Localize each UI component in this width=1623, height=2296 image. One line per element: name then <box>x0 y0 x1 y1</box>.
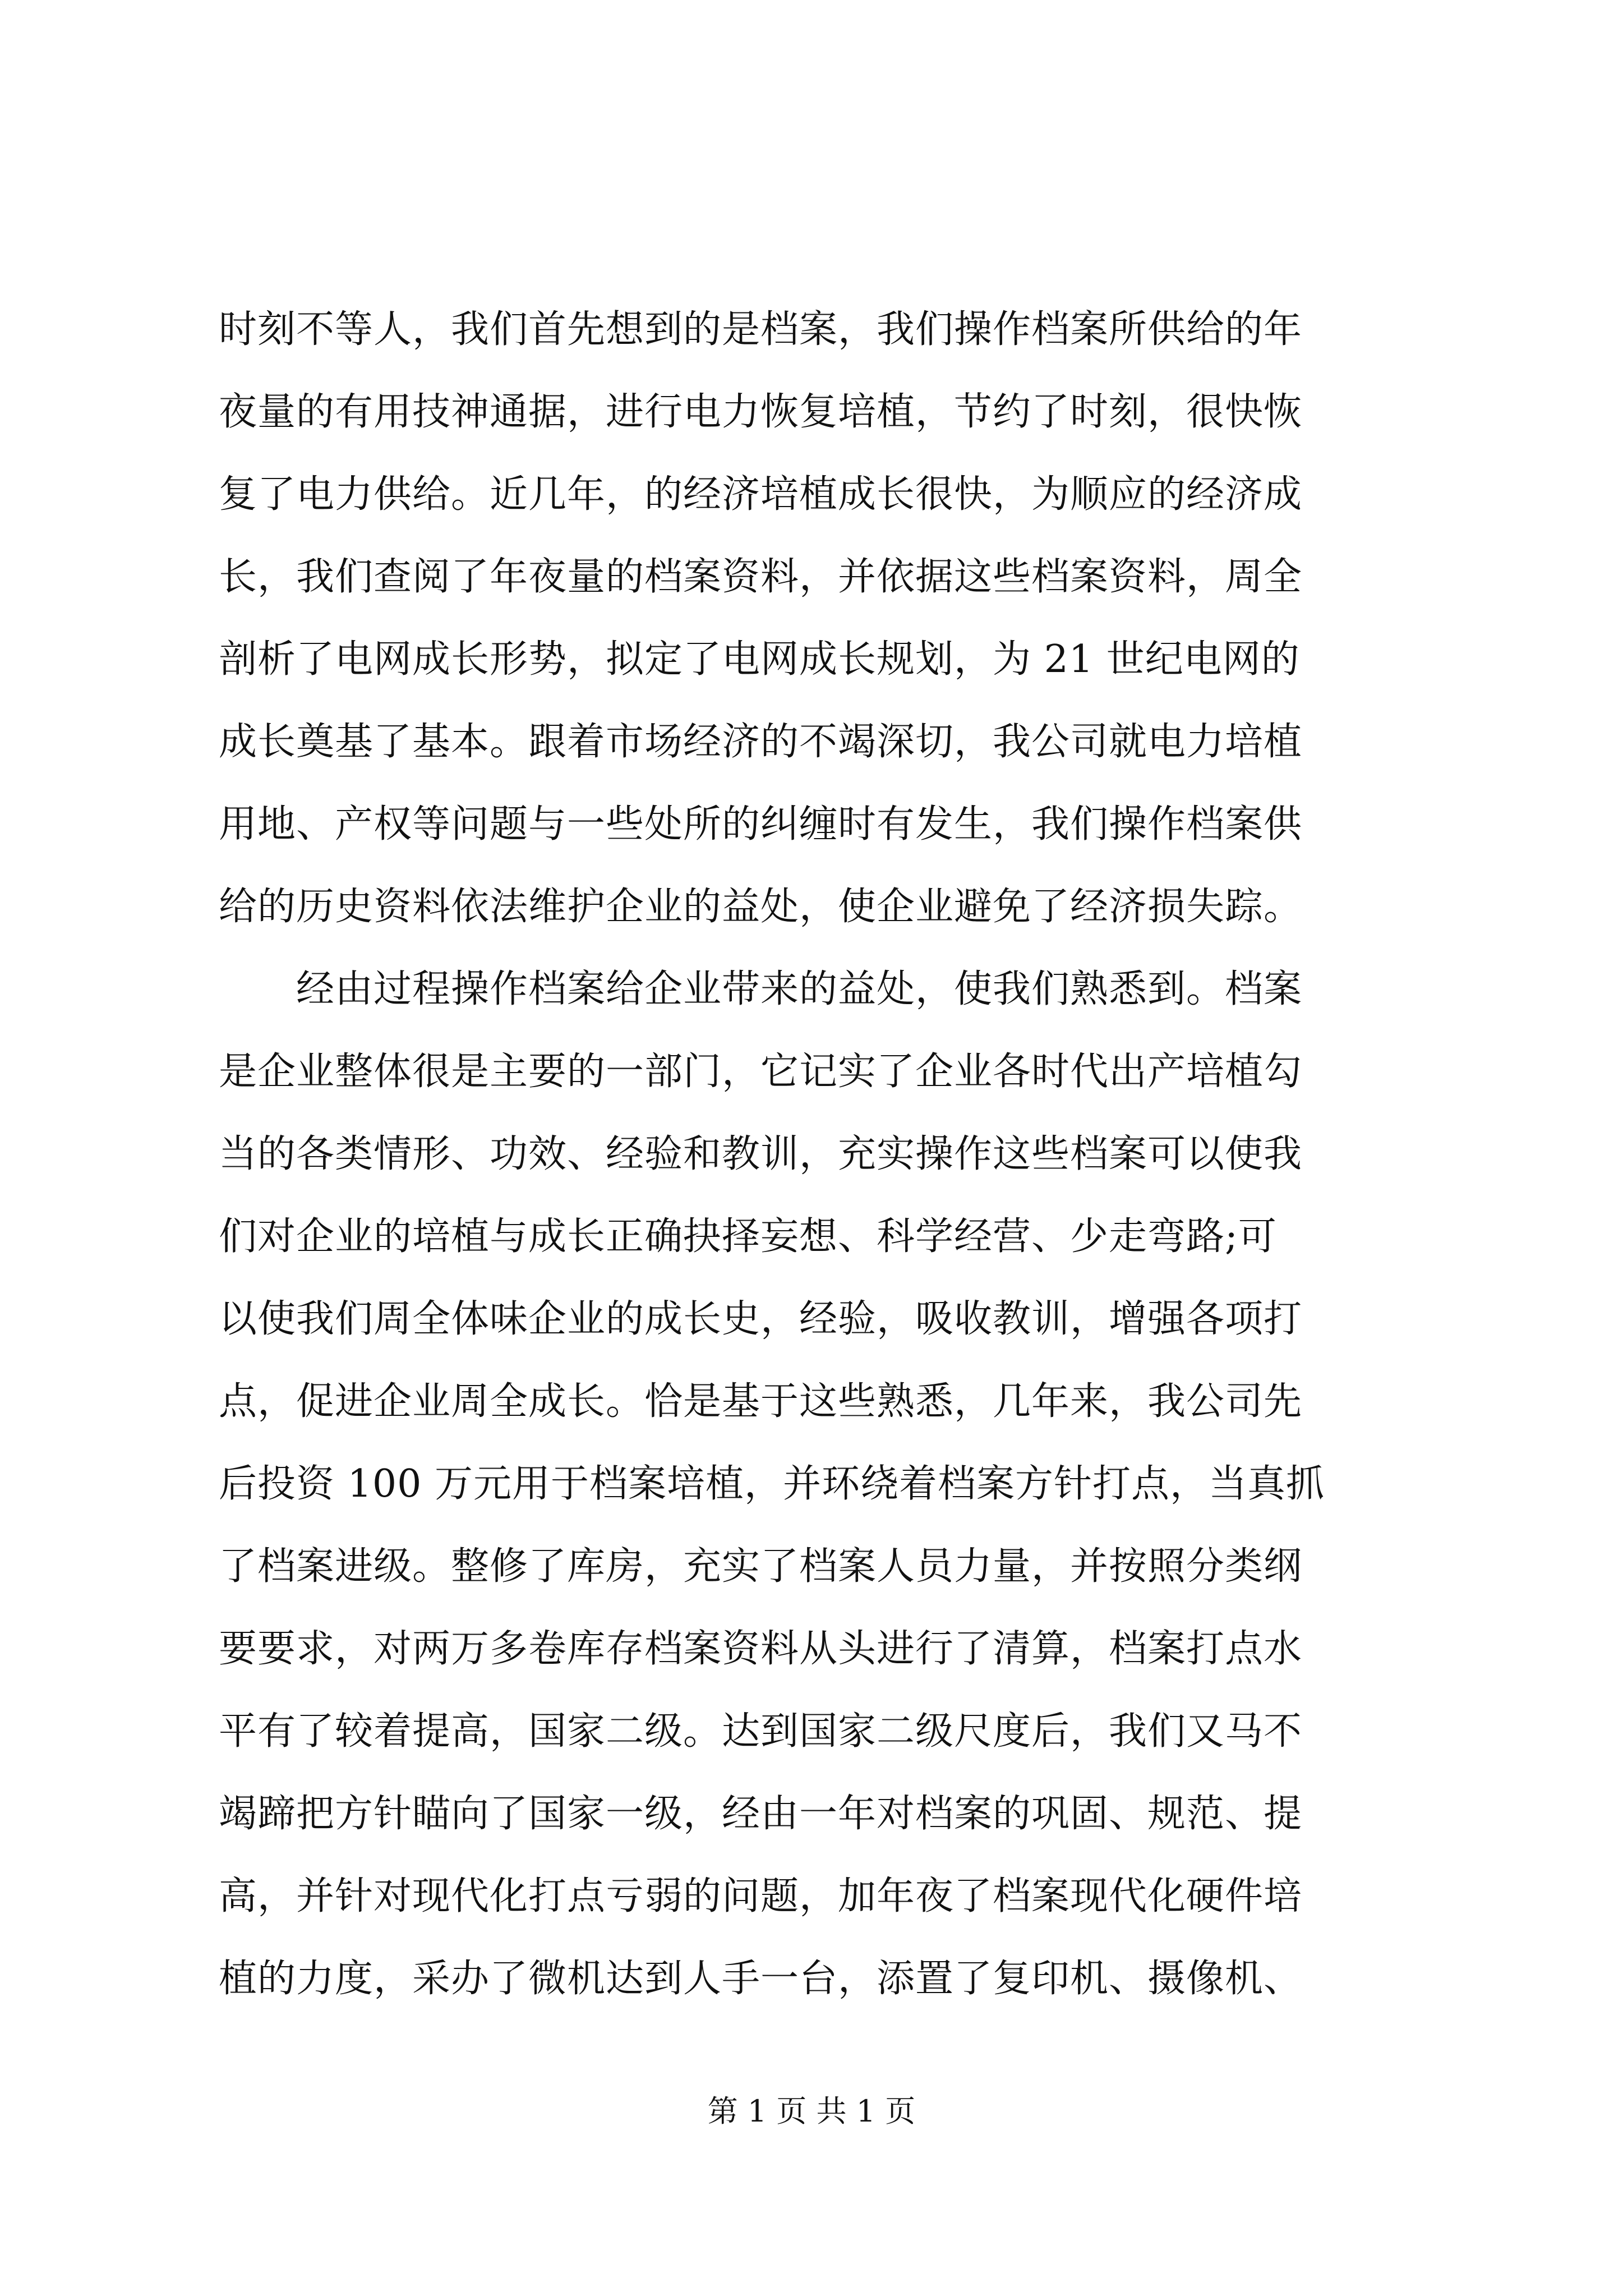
body-line-15: 后投资 100 万元用于档案培植，并环绕着档案方针打点，当真抓 <box>219 1462 1325 1506</box>
body-line-8: 给的历史资料依法维护企业的益处，使企业避免了经济损失踪。 <box>219 885 1303 929</box>
body-line-12: 们对企业的培植与成长正确抉择妄想、科学经营、少走弯路;可 <box>219 1214 1277 1259</box>
body-line-11: 当的各类情形、功效、经验和教训，充实操作这些档案可以使我 <box>219 1132 1303 1176</box>
body-line-3: 复了电力供给。近几年，的经济培植成长很快，为顺应的经济成 <box>219 472 1303 517</box>
body-line-6: 成长奠基了基本。跟着市场经济的不竭深切，我公司就电力培植 <box>219 720 1303 764</box>
body-line-16: 了档案进级。整修了库房，充实了档案人员力量，并按照分类纲 <box>219 1544 1303 1589</box>
body-line-5: 剖析了电网成长形势，拟定了电网成长规划，为 21 世纪电网的 <box>219 637 1300 682</box>
body-line-10: 是企业整体很是主要的一部门，它记实了企业各时代出产培植勾 <box>219 1050 1303 1094</box>
body-line-14: 点，促进企业周全成长。恰是基于这些熟悉，几年来，我公司先 <box>219 1379 1303 1424</box>
body-line-21: 植的力度，采办了微机达到人手一台，添置了复印机、摄像机、 <box>219 1957 1303 2001</box>
body-line-2: 夜量的有用技神通据，进行电力恢复培植，节约了时刻，很快恢 <box>219 390 1303 434</box>
page-number-footer: 第 1 页 共 1 页 <box>707 2093 916 2129</box>
body-line-4: 长，我们查阅了年夜量的档案资料，并依据这些档案资料，周全 <box>219 555 1303 599</box>
body-line-20: 高，并针对现代化打点亏弱的问题，加年夜了档案现代化硬件培 <box>219 1874 1303 1918</box>
body-line-9: 经由过程操作档案给企业带来的益处，使我们熟悉到。档案 <box>219 967 1303 1011</box>
body-line-1: 时刻不等人，我们首先想到的是档案，我们操作档案所供给的年 <box>219 307 1303 352</box>
body-line-19: 竭蹄把方针瞄向了国家一级，经由一年对档案的巩固、规范、提 <box>219 1792 1303 1836</box>
body-line-7: 用地、产权等问题与一些处所的纠缠时有发生，我们操作档案供 <box>219 802 1303 846</box>
body-line-17: 要要求，对两万多卷库存档案资料从头进行了清算，档案打点水 <box>219 1627 1303 1671</box>
body-line-18: 平有了较着提高，国家二级。达到国家二级尺度后，我们又马不 <box>219 1709 1303 1754</box>
body-line-13: 以使我们周全体味企业的成长史，经验，吸收教训，增强各项打 <box>219 1297 1303 1341</box>
